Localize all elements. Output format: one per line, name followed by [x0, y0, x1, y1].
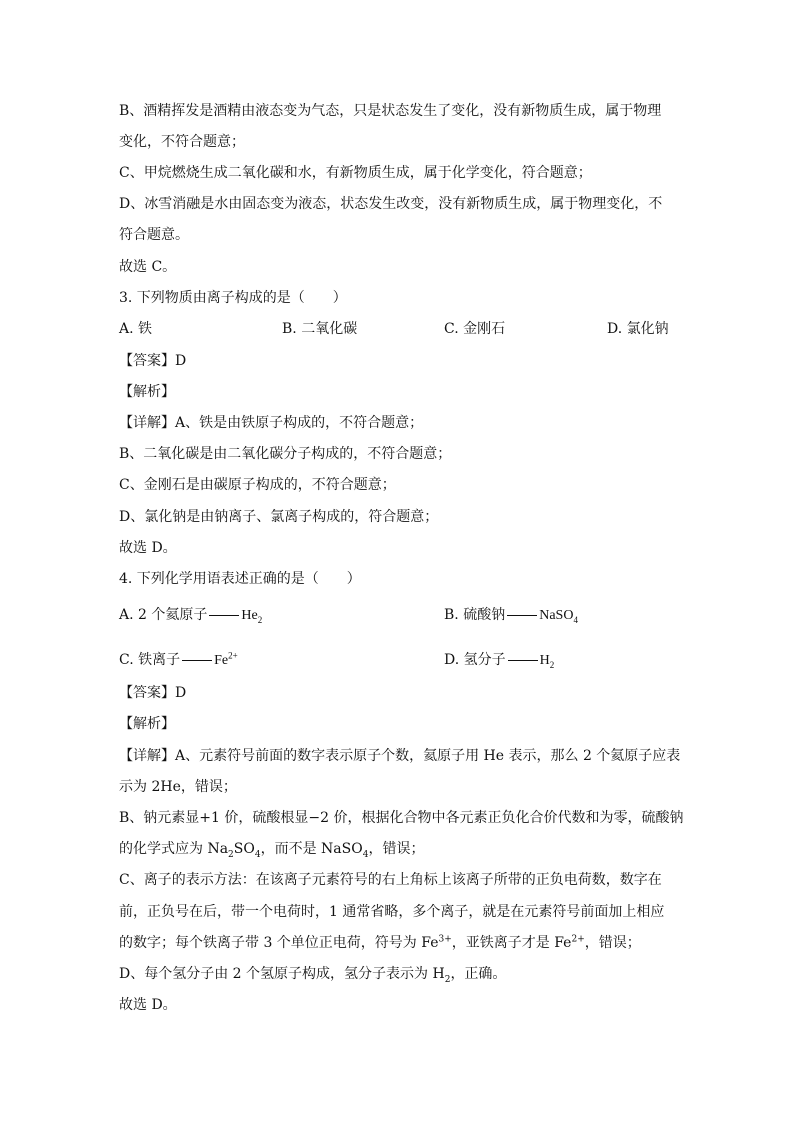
dash-line: [508, 660, 538, 661]
q4-detail-b-line1: B、钠元素显+1 价，硫酸根显−2 价，根据化合物中各元素正负化合价代数和为零，硫酸钠: [119, 810, 684, 826]
q4-detail-c-line1: C、离子的表示方法：在该离子元素符号的右上角标上该离子所带的正负电荷数，数字在: [119, 872, 662, 888]
q4-analysis-heading: 【解析】: [119, 716, 175, 732]
text-segment: ，亚铁离子才是 Fe: [451, 935, 572, 951]
text-segment: ，错误；: [368, 841, 425, 857]
q4-detail-c-line3: [119, 933, 641, 953]
text-segment: ，正确。: [450, 966, 507, 982]
dash-line: [507, 615, 537, 616]
q4-answer: 【答案】D: [119, 685, 187, 701]
q2-analysis-b-line1: B、酒精挥发是酒精由液态变为气态，只是状态发生了变化，没有新物质生成，属于物理: [119, 103, 662, 119]
formula-symbol: NaSO: [539, 608, 574, 623]
text-segment: ，错误；: [584, 935, 641, 951]
q4-detail-d: [119, 964, 506, 984]
text-segment: SO: [233, 841, 255, 857]
formula-subscript: 2: [257, 614, 263, 625]
q4-detail-b-line2: [119, 839, 424, 859]
superscript: 3+: [438, 934, 452, 945]
formula-subscript: 4: [573, 614, 578, 625]
q4-conclusion: 故选 D。: [119, 997, 177, 1013]
formula-symbol: Fe: [214, 653, 229, 668]
q2-analysis-d-line2: 符合题意。: [119, 227, 189, 243]
text-segment: 的数字；每个铁离子带 3 个单位正电荷，符号为 Fe: [119, 935, 439, 951]
q3-stem: 3. 下列物质由离子构成的是（ ）: [119, 290, 347, 306]
q3-detail-c: C、金刚石是由碳原子构成的，不符合题意；: [119, 477, 396, 493]
subscript: 4: [362, 849, 369, 860]
q4-option-d-formula: [540, 653, 555, 668]
formula-superscript: 2+: [228, 650, 238, 661]
formula-subscript: 2: [549, 659, 555, 670]
q3-conclusion: 故选 D。: [119, 540, 177, 556]
q4-option-c-label: C. 铁离子: [119, 652, 181, 668]
q4-option-d-label: D. 氢分子: [444, 652, 506, 668]
q4-detail-a-line1: 【详解】A、元素符号前面的数字表示原子个数，氦原子用 He 表示，那么 2 个氦原子应表: [119, 748, 681, 764]
text-segment: 的化学式应为 Na: [119, 841, 229, 857]
q2-analysis-d-line1: D、冰雪消融是水由固态变为液态，状态发生改变，没有新物质生成，属于物理变化，不: [119, 196, 663, 212]
q4-option-a-label: A. 2 个氦原子: [119, 607, 208, 623]
q3-answer: 【答案】D: [119, 353, 187, 369]
q3-detail-d: D、氯化钠是由钠离子、氯离子构成的，符合题意；: [119, 509, 439, 525]
superscript: 2+: [571, 934, 585, 945]
q4-option-a: [119, 605, 262, 626]
q3-detail-a: 【详解】A、铁是由铁原子构成的，不符合题意；: [119, 415, 424, 431]
q2-analysis-b-line2: 变化，不符合题意；: [119, 134, 245, 150]
formula-symbol: He: [241, 608, 258, 623]
q3-detail-b: B、二氧化碳是由二氧化碳分子构成的，不符合题意；: [119, 446, 452, 462]
subscript: 4: [254, 849, 261, 860]
q2-analysis-c-line: C、甲烷燃烧生成二氧化碳和水，有新物质生成，属于化学变化，符合题意；: [119, 165, 592, 181]
q2-conclusion: 故选 C。: [119, 259, 177, 275]
q3-option-c: C. 金刚石: [444, 321, 506, 337]
dash-line: [209, 615, 239, 616]
q4-detail-a-line2: 示为 2He，错误；: [119, 779, 237, 795]
q4-option-b: [444, 605, 578, 626]
q3-option-d: D. 氯化钠: [607, 321, 669, 337]
q4-stem: 4. 下列化学用语表述正确的是（ ）: [119, 571, 361, 587]
q4-option-b-label: B. 硫酸钠: [444, 607, 506, 623]
q4-option-d: [444, 650, 554, 671]
q4-option-c-formula: [214, 650, 238, 668]
subscript: 2: [228, 849, 234, 860]
q4-option-c: [119, 650, 238, 671]
q3-analysis-heading: 【解析】: [119, 384, 175, 400]
q4-option-a-formula: [241, 608, 262, 623]
dash-line: [182, 660, 212, 661]
text-segment: ，而不是 NaSO: [260, 841, 363, 857]
q4-detail-c-line2: 前，正负号在后，带一个电荷时，1 通常省略，多个离子，就是在元素符号前面加上相应: [119, 904, 665, 920]
q3-option-a: A. 铁: [119, 321, 153, 337]
text-segment: D、每个氢分子由 2 个氢原子构成，氢分子表示为 H: [119, 966, 445, 982]
formula-symbol: H: [539, 653, 550, 668]
q4-option-b-formula: [539, 608, 578, 623]
subscript: 2: [444, 974, 451, 985]
q3-option-b: B. 二氧化碳: [282, 321, 358, 337]
